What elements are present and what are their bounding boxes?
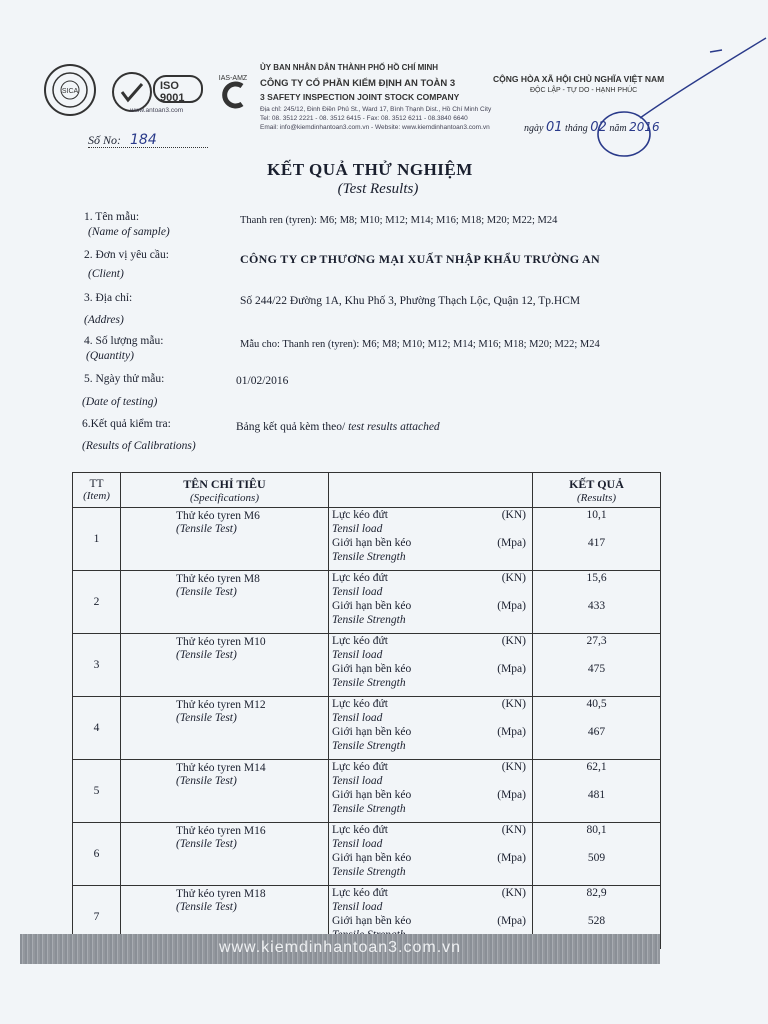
row-spec bbox=[121, 634, 329, 697]
header-parameter bbox=[329, 473, 533, 508]
sica-seal-logo bbox=[44, 64, 96, 116]
param-load-vi: Lực kéo đứt bbox=[332, 761, 388, 773]
field-results-value-en: test results attached bbox=[348, 421, 440, 433]
field-address-label: 3. Địa chỉ: bbox=[84, 292, 133, 304]
date-year: 2016 bbox=[629, 120, 660, 134]
result-spacer bbox=[533, 522, 660, 536]
param-load-en: Tensil load bbox=[332, 901, 383, 913]
param-strength-vi: Giới hạn bền kéo bbox=[332, 726, 412, 738]
result-strength-value: 528 bbox=[587, 915, 606, 927]
result-strength-value: 467 bbox=[587, 726, 606, 738]
param-strength-vi: Giới hạn bền kéo bbox=[332, 789, 412, 801]
field-test-date-label: 5. Ngày thử mẫu: bbox=[84, 373, 165, 385]
header-spec-vi: TÊN CHỈ TIÊU bbox=[183, 476, 266, 491]
field-results-label-en: (Results of Calibrations) bbox=[82, 440, 196, 452]
issuer-address: Địa chỉ: 245/12, Đinh Điền Phủ St., Ward 17, Bình Thạnh Dist., Hồ Chí Minh City bbox=[260, 106, 492, 113]
row-item-number: 4 bbox=[73, 697, 121, 760]
page-title: KẾT QUẢ THỬ NGHIỆM bbox=[267, 160, 473, 179]
row-item-number: 1 bbox=[73, 508, 121, 571]
table-row bbox=[73, 634, 661, 697]
param-load-unit: (KN) bbox=[501, 698, 526, 710]
row-spec bbox=[121, 571, 329, 634]
result-spacer bbox=[533, 648, 660, 662]
result-load-value: 40,5 bbox=[586, 698, 607, 710]
param-load-en: Tensil load bbox=[332, 523, 383, 535]
republic-line-1: CỘNG HÒA XÃ HỘI CHỦ NGHĨA VIỆT NAM bbox=[493, 74, 665, 84]
logo-website: www.antoan3.com bbox=[130, 107, 184, 114]
param-strength-en: Tensile Strength bbox=[332, 803, 406, 815]
param-strength-vi: Giới hạn bền kéo bbox=[332, 915, 412, 927]
param-strength-en: Tensile Strength bbox=[332, 866, 406, 878]
issuer-line-3: 3 SAFETY INSPECTION JOINT STOCK COMPANY bbox=[260, 92, 460, 102]
row-parameters bbox=[329, 697, 533, 760]
document-number bbox=[88, 132, 157, 148]
result-strength-value: 475 bbox=[587, 663, 606, 675]
table-row bbox=[73, 508, 661, 571]
param-load-vi: Lực kéo đứt bbox=[332, 572, 388, 584]
row-spec-en: (Tensile Test) bbox=[176, 901, 237, 913]
result-spacer bbox=[533, 711, 660, 725]
param-strength-unit: (Mpa) bbox=[497, 663, 526, 675]
field-quantity-value: Mẫu cho: Thanh ren (tyren): M6; M8; M10; M12; M14; M16; M18; M20; M22; M24 bbox=[240, 339, 600, 350]
param-load-vi: Lực kéo đứt bbox=[332, 509, 388, 521]
page-subtitle: (Test Results) bbox=[337, 181, 419, 197]
row-spec bbox=[121, 697, 329, 760]
result-load-value: 10,1 bbox=[586, 509, 607, 521]
row-results bbox=[533, 571, 661, 634]
param-load-en: Tensil load bbox=[332, 586, 383, 598]
row-parameters bbox=[329, 508, 533, 571]
result-spacer bbox=[533, 774, 660, 788]
row-item-number: 3 bbox=[73, 634, 121, 697]
row-spec bbox=[121, 760, 329, 823]
date-month-word: tháng bbox=[565, 123, 588, 134]
param-strength-vi: Giới hạn bền kéo bbox=[332, 600, 412, 612]
param-load-en: Tensil load bbox=[332, 712, 383, 724]
param-strength-unit: (Mpa) bbox=[497, 600, 526, 612]
param-strength-vi: Giới hạn bền kéo bbox=[332, 537, 412, 549]
param-strength-unit: (Mpa) bbox=[497, 789, 526, 801]
row-parameters bbox=[329, 634, 533, 697]
param-strength-unit: (Mpa) bbox=[497, 915, 526, 927]
param-load-unit: (KN) bbox=[501, 509, 526, 521]
document-number-label: Số No: bbox=[88, 133, 121, 147]
row-item-number: 7 bbox=[73, 886, 121, 949]
issuer-phone: Tel: 08. 3512 2221 - 08. 3512 6415 - Fax: 08. 3512 6211 - 08.3840 6640 bbox=[260, 115, 468, 122]
row-results bbox=[533, 697, 661, 760]
result-load-value: 82,9 bbox=[586, 887, 607, 899]
row-results bbox=[533, 760, 661, 823]
param-strength-en: Tensile Strength bbox=[332, 740, 406, 752]
param-strength-vi: Giới hạn bền kéo bbox=[332, 852, 412, 864]
field-test-date-value: 01/02/2016 bbox=[236, 375, 289, 387]
param-load-unit: (KN) bbox=[501, 635, 526, 647]
param-load-unit: (KN) bbox=[501, 824, 526, 836]
field-client-value: CÔNG TY CP THƯƠNG MẠI XUẤT NHẬP KHẨU TRƯỜNG AN bbox=[240, 252, 600, 266]
result-strength-value: 509 bbox=[587, 852, 606, 864]
field-sample-name-label-en: (Name of sample) bbox=[88, 226, 170, 238]
header-item-vi: TT bbox=[89, 478, 104, 490]
row-spec-vi: Thử kéo tyren M8 bbox=[176, 573, 260, 585]
iso-9001-logo bbox=[110, 70, 206, 114]
field-results-value bbox=[236, 421, 440, 433]
row-parameters bbox=[329, 823, 533, 886]
param-load-unit: (KN) bbox=[501, 572, 526, 584]
field-quantity-label: 4. Số lượng mẫu: bbox=[84, 335, 164, 347]
document-number-dotline bbox=[88, 147, 208, 148]
header-spec bbox=[121, 473, 329, 508]
field-address-value: Số 244/22 Đường 1A, Khu Phố 3, Phường Thạch Lộc, Quận 12, Tp.HCM bbox=[240, 295, 581, 307]
header-result-vi: KẾT QUẢ bbox=[569, 476, 624, 491]
issuer-line-1: ỦY BAN NHÂN DÂN THÀNH PHỐ HỒ CHÍ MINH bbox=[260, 63, 439, 72]
results-table bbox=[72, 472, 661, 949]
date-prefix: ngày bbox=[524, 123, 544, 134]
svg-text:SICA: SICA bbox=[61, 88, 79, 95]
result-strength-value: 481 bbox=[587, 789, 606, 801]
date-day: 01 bbox=[545, 120, 563, 135]
row-parameters bbox=[329, 760, 533, 823]
row-spec-vi: Thử kéo tyren M14 bbox=[176, 762, 266, 774]
table-row bbox=[73, 571, 661, 634]
result-strength-value: 417 bbox=[587, 537, 606, 549]
row-item-number: 5 bbox=[73, 760, 121, 823]
field-client-label-en: (Client) bbox=[88, 268, 124, 280]
result-spacer bbox=[533, 585, 660, 599]
param-strength-en: Tensile Strength bbox=[332, 677, 406, 689]
param-strength-en: Tensile Strength bbox=[332, 551, 406, 563]
footer-watermark-band bbox=[20, 934, 660, 964]
param-load-unit: (KN) bbox=[501, 761, 526, 773]
header-result-en: (Results) bbox=[576, 491, 617, 504]
param-strength-unit: (Mpa) bbox=[497, 537, 526, 549]
param-strength-unit: (Mpa) bbox=[497, 852, 526, 864]
result-strength-value: 433 bbox=[587, 600, 606, 612]
row-spec-en: (Tensile Test) bbox=[176, 523, 237, 535]
row-results bbox=[533, 508, 661, 571]
result-load-value: 15,6 bbox=[586, 572, 607, 584]
field-address-label-en: (Addres) bbox=[84, 314, 124, 326]
row-spec-en: (Tensile Test) bbox=[176, 775, 237, 787]
issuer-email: Email: info@kiemdinhantoan3.com.vn - Website: www.kiemdinhantoan3.com.vn bbox=[260, 124, 490, 131]
footer-website: www.kiemdinhantoan3.com.vn bbox=[218, 939, 462, 956]
row-spec-en: (Tensile Test) bbox=[176, 712, 237, 724]
row-spec-vi: Thử kéo tyren M18 bbox=[176, 888, 266, 900]
row-parameters bbox=[329, 571, 533, 634]
param-load-vi: Lực kéo đứt bbox=[332, 824, 388, 836]
issuer-line-2: CÔNG TY CỔ PHẦN KIỂM ĐỊNH AN TOÀN 3 bbox=[260, 78, 456, 89]
row-spec-en: (Tensile Test) bbox=[176, 838, 237, 850]
field-sample-name-label: 1. Tên mẫu: bbox=[84, 211, 140, 223]
result-spacer bbox=[533, 837, 660, 851]
date-year-word: năm bbox=[609, 123, 627, 134]
result-spacer bbox=[533, 900, 660, 914]
field-quantity-label-en: (Quantity) bbox=[86, 350, 134, 362]
param-load-unit: (KN) bbox=[501, 887, 526, 899]
row-spec bbox=[121, 508, 329, 571]
field-sample-name-value: Thanh ren (tyren): M6; M8; M10; M12; M14; M16; M18; M20; M22; M24 bbox=[240, 215, 558, 226]
param-load-vi: Lực kéo đứt bbox=[332, 887, 388, 899]
field-results-label: 6.Kết quả kiểm tra: bbox=[82, 418, 171, 430]
document-number-value: 184 bbox=[130, 132, 157, 148]
svg-text:IAS-AMZ: IAS-AMZ bbox=[218, 75, 248, 82]
field-client-label: 2. Đơn vị yêu cầu: bbox=[84, 249, 169, 261]
row-spec-en: (Tensile Test) bbox=[176, 649, 237, 661]
result-load-value: 27,3 bbox=[586, 635, 607, 647]
param-load-en: Tensil load bbox=[332, 649, 383, 661]
row-spec-en: (Tensile Test) bbox=[176, 586, 237, 598]
handwritten-circle-mark bbox=[590, 30, 768, 160]
row-item-number: 6 bbox=[73, 823, 121, 886]
table-header-row bbox=[73, 473, 661, 508]
ias-amz-logo bbox=[216, 70, 250, 114]
result-load-value: 80,1 bbox=[586, 824, 607, 836]
field-results-value-vi: Bảng kết quả kèm theo/ bbox=[236, 421, 346, 433]
header-item bbox=[73, 473, 121, 508]
param-load-vi: Lực kéo đứt bbox=[332, 635, 388, 647]
param-strength-unit: (Mpa) bbox=[497, 726, 526, 738]
header-spec-en: (Specifications) bbox=[189, 491, 260, 504]
table-row bbox=[73, 823, 661, 886]
param-load-en: Tensil load bbox=[332, 775, 383, 787]
iso-text: ISO 9001 bbox=[160, 80, 185, 104]
result-load-value: 62,1 bbox=[586, 761, 607, 773]
table-row bbox=[73, 697, 661, 760]
row-results bbox=[533, 823, 661, 886]
field-test-date-label-en: (Date of testing) bbox=[82, 396, 158, 408]
row-spec bbox=[121, 823, 329, 886]
param-strength-en: Tensile Strength bbox=[332, 614, 406, 626]
table-row bbox=[73, 760, 661, 823]
param-load-en: Tensil load bbox=[332, 838, 383, 850]
row-spec-vi: Thử kéo tyren M16 bbox=[176, 825, 266, 837]
row-item-number: 2 bbox=[73, 571, 121, 634]
param-load-vi: Lực kéo đứt bbox=[332, 698, 388, 710]
republic-line-2: ĐỘC LẬP - TỰ DO - HẠNH PHÚC bbox=[530, 87, 638, 94]
row-spec-vi: Thử kéo tyren M12 bbox=[176, 699, 266, 711]
row-spec-vi: Thử kéo tyren M6 bbox=[176, 510, 260, 522]
param-strength-vi: Giới hạn bền kéo bbox=[332, 663, 412, 675]
header-item-en: (Item) bbox=[83, 490, 110, 502]
row-results bbox=[533, 634, 661, 697]
date-month: 02 bbox=[590, 120, 607, 135]
row-spec-vi: Thử kéo tyren M10 bbox=[176, 636, 266, 648]
header-result bbox=[533, 473, 661, 508]
